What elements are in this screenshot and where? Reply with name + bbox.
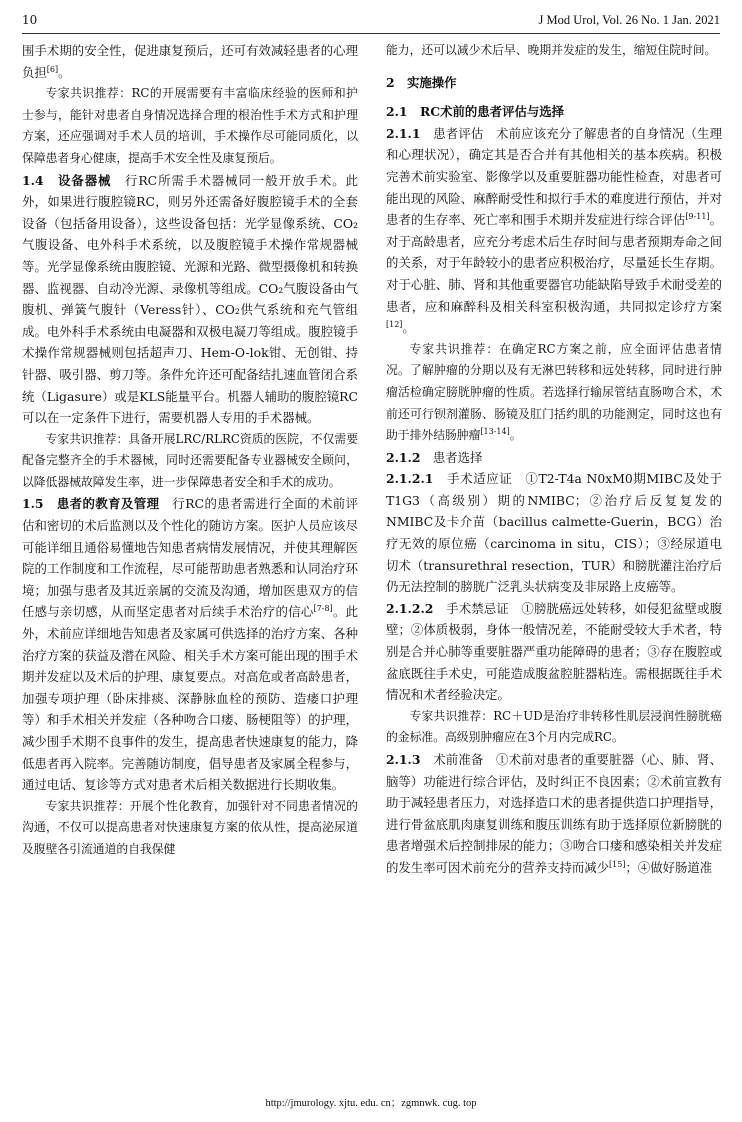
section-2-heading: 2 实施操作: [386, 74, 457, 90]
section-2-1-3: 2.1.3 术前准备 ①术前对患者的重要脏器（心、肺、肾、脑等）功能进行综合评估，及时纠正不良因素；②术前宣教有助于减轻患者压力，对选择造口术的患者提供造口护理指导，进行骨盆底肌肉康复训练和腹压训练有助于选择原位新膀胱的患者增强术后控制排尿的能力；③吻合口瘘和感染相关并发症的发生率可因术前充分的营养支持而减少[15]；④做好肠道准: [386, 752, 722, 875]
section-1-5: 1.5 患者的教育及管理 行RC的患者需进行全面的术前评估和密切的术后监测以及个性化的随访方案。医护人员应该尽可能详细且通俗易懂地告知患者病情发展情况，并使其理解医院的工作制度和工作流程，尽可能帮助患者熟悉和认同治疗环境；加强与患者及其近亲属的交流及沟通，增加医患双方的信任感与亲切感，从而坚定患者对后续手术治疗的信心[7-8]。此外，术前应详细地告知患者及家属可供选择的治疗方案、各种治疗方案的获益及潜在风险、相关手术方案可能出现的围手术期并发症以及术后的护理、康复要点。对高危或者高龄患者，加强专项护理（卧床排痰、深静脉血栓的预防、造瘘口护理等）和手术相关并发症（各种吻合口瘘、肠梗阻等）的护理，减少围手术期不良事件的发生，提高患者快速康复的能力，降低患者再入院率。完善随访制度，倡导患者及家属全程参与，通过电话、复诊等方式对患者术后相关数据进行长期收集。: [22, 496, 359, 793]
paragraph-continuation: 围手术期的安全性，促进康复预后，还可有效减轻患者的心理负担[6]。: [22, 43, 358, 80]
left-column: [22, 40, 358, 861]
section-2-1-2-2: 2.1.2.2 手术禁忌证 ①膀胱癌远处转移，如侵犯盆壁或腹壁；②体质极弱，身体一般情况差，不能耐受较大手术者，特别是合并心肺等重要脏器严重功能障碍的患者；③存在腹腔或盆底既往手术史，可能造成腹盆腔脏器粘连。需根据既往手术情况和术者经验决定。: [386, 600, 723, 703]
page-footer-urls: http://jmurology. xjtu. edu. cn；zgmnwk. cug. top: [265, 1098, 477, 1109]
expert-consensus-3: 专家共识推荐：开展个性化教育，加强针对不同患者情况的沟通，不仅可以提高患者对快速康复方案的依从性，提高泌尿道及腹壁各引流通道的自我保健: [22, 798, 358, 856]
right-column: [386, 40, 722, 879]
expert-consensus-4: 专家共识推荐：在确定RC方案之前，应全面评估患者情况。了解肿瘤的分期以及有无淋巴转移和远处转移，同时进行肿瘤活检确定膀胱肿瘤的性质。若选择行输尿管结直肠吻合术，术前还可行钡剂灌肠、肠镜及肛门括约肌的功能测定，同时这也有助于排外结肠肿瘤[13-14]。: [386, 341, 722, 443]
section-1-4: 1.4 设备器械 行RC所需手术器械同一般开放手术。此外，如果进行腹腔镜RC，则另外还需备好腹腔镜手术的全套设备（包括备用设备），这些设备包括：光学显像系统、CO₂气腹设备、电外科手术系统，以及腹腔镜手术操作常规器械等。光学显像系统由腹腔镜、光源和光路、微型摄像机和转换器、监视器、自动冷光源、录像机等组成。CO₂气腹设备由气腹机、弹簧气腹针（Veress针）、CO₂供气系统和充气管组成。电外科手术系统由电凝器和双极电凝刀等组成。腹腔镜手术操作常规器械则包括超声刀、Hem-O-lok钳、无创钳、持针器、吸引器、剪刀等。条件允许还可配备结扎速血管闭合系统（Ligasure）或是KLS能量平台。机器人辅助的腹腔镜RC可以在一定条件下进行，需要机器人专用的手术器械。: [22, 172, 359, 426]
expert-consensus-5: 专家共识推荐：RC＋UD是治疗非转移性肌层浸润性膀胱癌的金标准。高级别肿瘤应在3个月内完成RC。: [386, 708, 722, 745]
journal-citation: J Mod Urol, Vol. 26 No. 1 Jan. 2021: [538, 13, 720, 27]
section-2-1-2-1: 2.1.2.1 手术适应证 ①T2-T4a N0xM0期MIBC及处于T1G3（高级别）期的NMIBC；②治疗后反复复发的NMIBC及卡介苗（bacillus calmette-Guerin，BCG）治疗无效的原位癌（carcinoma in situ，CIS）；③经尿道电切术（transurethral resection，TUR）和膀胱灌注治疗后仍无法控制的膀胱广泛乳头状病变及非尿路上皮癌等。: [386, 471, 723, 595]
paragraph-continuation-right: 能力，还可以减少术后早、晚期并发症的发生，缩短住院时间。: [386, 43, 717, 57]
expert-consensus-1: 专家共识推荐：RC的开展需要有丰富临床经验的医师和护士参与，能针对患者自身情况选择合理的根治性手术方式和护理方案，还应强调对手术人员的培训，手术操作尽可能同质化，以保障患者身心健康，提高手术安全性及康复预后。: [22, 86, 358, 165]
section-2-1-heading: 2.1 RC术前的患者评估与选择: [386, 104, 565, 120]
page-number: 10: [22, 13, 38, 27]
page-header: [22, 13, 720, 34]
section-2-1-1: 2.1.1 患者评估 术前应该充分了解患者的自身情况（生理和心理状况），确定其是否合并有其他相关的基本疾病。积极完善术前实验室、影像学以及重要脏器功能性检查，对患者可能出现的风险、麻醉耐受性和拟行手术的难度进行预估，并对患者的生存率、死亡率和围手术期并发症进行综合评估[9-11]。对于高龄患者，应充分考虑术后生存时间与患者预期寿命之间的关系，对于年龄较小的患者应积极治疗，尽量延长生存期。对于心脏、肺、肾和其他重要器官功能缺陷导致手术耐受差的患者，应和麻醉科及相关科室积极沟通，共同拟定诊疗方案[12]。: [386, 125, 723, 336]
expert-consensus-2: 专家共识推荐：具备开展LRC/RLRC资质的医院，不仅需要配备完整齐全的手术器械，同时还需要配备专业器械安全顾问，以降低器械故障发生率，进一步保障患者安全和手术的成功。: [22, 431, 358, 489]
section-2-1-2-heading: 2.1.2 患者选择: [386, 449, 483, 465]
